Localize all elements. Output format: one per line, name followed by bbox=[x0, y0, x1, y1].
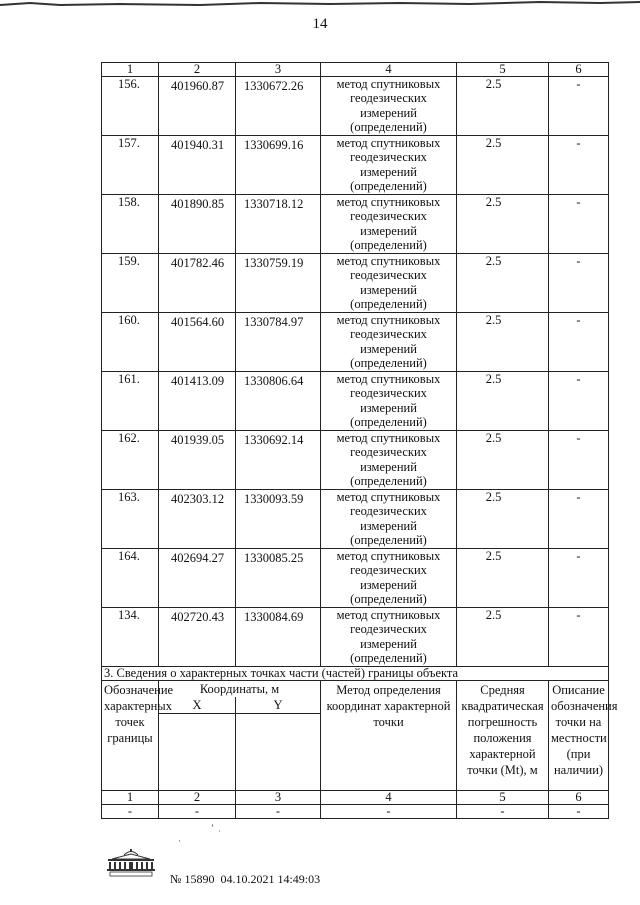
dash-cell: - bbox=[457, 805, 549, 819]
x-coordinate: 401960.87 bbox=[159, 77, 236, 136]
y-coordinate: 1330806.64 bbox=[236, 372, 321, 431]
description-cell: - bbox=[549, 372, 609, 431]
col-num-1: 1 bbox=[102, 63, 159, 77]
x-coordinate: 401940.31 bbox=[159, 136, 236, 195]
description-cell: - bbox=[549, 254, 609, 313]
table-row bbox=[102, 195, 609, 254]
document-number: 15890 bbox=[184, 872, 215, 886]
section-3-title-row bbox=[102, 667, 609, 681]
s3-col-num-4: 4 bbox=[321, 791, 457, 805]
y-coordinate: 1330084.69 bbox=[236, 608, 321, 667]
dash-cell: - bbox=[159, 805, 236, 819]
x-coordinate: 402720.43 bbox=[159, 608, 236, 667]
x-coordinate: 401782.46 bbox=[159, 254, 236, 313]
empty-y-cell bbox=[236, 714, 321, 791]
section-3-dash-row bbox=[102, 805, 609, 819]
description-cell: - bbox=[549, 136, 609, 195]
column-number-header bbox=[102, 63, 609, 77]
page-number: 14 bbox=[312, 16, 328, 32]
method-cell: метод спутниковых геодезических измерений (определений) bbox=[321, 372, 457, 431]
accuracy-cell: 2.5 bbox=[457, 608, 549, 667]
coordinates-table bbox=[101, 62, 618, 819]
method-cell: метод спутниковых геодезических измерений (определений) bbox=[321, 136, 457, 195]
section-3-number-row bbox=[102, 791, 609, 805]
scan-speck: ʼ bbox=[211, 823, 214, 833]
method-cell: метод спутниковых геодезических измерений (определений) bbox=[321, 608, 457, 667]
col-num-6: 6 bbox=[549, 63, 609, 77]
dash-cell: - bbox=[549, 805, 609, 819]
x-coordinate: 401890.85 bbox=[159, 195, 236, 254]
number-sign: № bbox=[170, 872, 182, 886]
y-coordinate: 1330759.19 bbox=[236, 254, 321, 313]
accuracy-cell: 2.5 bbox=[457, 372, 549, 431]
description-cell: - bbox=[549, 490, 609, 549]
table-row bbox=[102, 136, 609, 195]
dash-cell: - bbox=[321, 805, 457, 819]
s3-col-num-6: 6 bbox=[549, 791, 609, 805]
method-cell: метод спутниковых геодезических измерений (определений) bbox=[321, 490, 457, 549]
point-number: 157. bbox=[102, 136, 159, 195]
section-3-title: 3. Сведения о характерных точках части (частей) границы объекта bbox=[102, 667, 609, 681]
accuracy-cell: 2.5 bbox=[457, 195, 549, 254]
header-x: X bbox=[159, 697, 236, 714]
description-cell: - bbox=[549, 313, 609, 372]
col-num-4: 4 bbox=[321, 63, 457, 77]
table-row bbox=[102, 549, 609, 608]
registration-footer bbox=[170, 872, 320, 887]
point-number: 161. bbox=[102, 372, 159, 431]
dash-cell: - bbox=[102, 805, 159, 819]
col-num-3: 3 bbox=[236, 63, 321, 77]
col-num-2: 2 bbox=[159, 63, 236, 77]
col-num-5: 5 bbox=[457, 63, 549, 77]
x-coordinate: 402694.27 bbox=[159, 549, 236, 608]
accuracy-cell: 2.5 bbox=[457, 549, 549, 608]
description-cell: - bbox=[549, 431, 609, 490]
table-row bbox=[102, 254, 609, 313]
header-y: Y bbox=[236, 697, 321, 714]
point-number: 160. bbox=[102, 313, 159, 372]
s3-col-num-3: 3 bbox=[236, 791, 321, 805]
accuracy-cell: 2.5 bbox=[457, 313, 549, 372]
description-cell: - bbox=[549, 549, 609, 608]
document-datetime: 04.10.2021 14:49:03 bbox=[220, 872, 321, 886]
point-number: 159. bbox=[102, 254, 159, 313]
accuracy-cell: 2.5 bbox=[457, 77, 549, 136]
point-number: 134. bbox=[102, 608, 159, 667]
table-row bbox=[102, 77, 609, 136]
method-cell: метод спутниковых геодезических измерений (определений) bbox=[321, 313, 457, 372]
description-cell: - bbox=[549, 608, 609, 667]
x-coordinate: 401939.05 bbox=[159, 431, 236, 490]
point-number: 156. bbox=[102, 77, 159, 136]
y-coordinate: 1330093.59 bbox=[236, 490, 321, 549]
header-point-designation: Обозначение характерных точек границы bbox=[102, 681, 159, 791]
x-coordinate: 401413.09 bbox=[159, 372, 236, 431]
description-cell: - bbox=[549, 77, 609, 136]
method-cell: метод спутниковых геодезических измерений (определений) bbox=[321, 77, 457, 136]
s3-col-num-2: 2 bbox=[159, 791, 236, 805]
scan-speck: ˙ bbox=[218, 829, 221, 839]
y-coordinate: 1330784.97 bbox=[236, 313, 321, 372]
y-coordinate: 1330699.16 bbox=[236, 136, 321, 195]
table-row bbox=[102, 431, 609, 490]
accuracy-cell: 2.5 bbox=[457, 490, 549, 549]
y-coordinate: 1330718.12 bbox=[236, 195, 321, 254]
method-cell: метод спутниковых геодезических измерений (определений) bbox=[321, 254, 457, 313]
s3-col-num-5: 5 bbox=[457, 791, 549, 805]
table-row bbox=[102, 608, 609, 667]
method-cell: метод спутниковых геодезических измерений (определений) bbox=[321, 431, 457, 490]
x-coordinate: 402303.12 bbox=[159, 490, 236, 549]
header-coordinates-caption: Координаты, м bbox=[159, 681, 321, 698]
header-method: Метод определения координат характерной точки bbox=[321, 681, 457, 791]
section-3-header-row bbox=[102, 681, 609, 698]
accuracy-cell: 2.5 bbox=[457, 431, 549, 490]
s3-col-num-1: 1 bbox=[102, 791, 159, 805]
point-number: 164. bbox=[102, 549, 159, 608]
point-number: 158. bbox=[102, 195, 159, 254]
y-coordinate: 1330692.14 bbox=[236, 431, 321, 490]
method-cell: метод спутниковых геодезических измерений (определений) bbox=[321, 549, 457, 608]
method-cell: метод спутниковых геодезических измерений (определений) bbox=[321, 195, 457, 254]
description-cell: - bbox=[549, 195, 609, 254]
table-row bbox=[102, 490, 609, 549]
scan-speck: · bbox=[178, 836, 181, 846]
x-coordinate: 401564.60 bbox=[159, 313, 236, 372]
top-edge-scan-line bbox=[0, 0, 640, 10]
dash-cell: - bbox=[236, 805, 321, 819]
header-description: Описание обозначения точки на местности (при наличии) bbox=[549, 681, 609, 791]
government-building-stamp-icon bbox=[104, 847, 158, 877]
y-coordinate: 1330672.26 bbox=[236, 77, 321, 136]
y-coordinate: 1330085.25 bbox=[236, 549, 321, 608]
header-accuracy: Средняя квадратическая погрешность положения характерной точки (Mt), м bbox=[457, 681, 549, 791]
accuracy-cell: 2.5 bbox=[457, 254, 549, 313]
point-number: 162. bbox=[102, 431, 159, 490]
point-number: 163. bbox=[102, 490, 159, 549]
table-row bbox=[102, 313, 609, 372]
empty-x-cell bbox=[159, 714, 236, 791]
table-row bbox=[102, 372, 609, 431]
accuracy-cell: 2.5 bbox=[457, 136, 549, 195]
